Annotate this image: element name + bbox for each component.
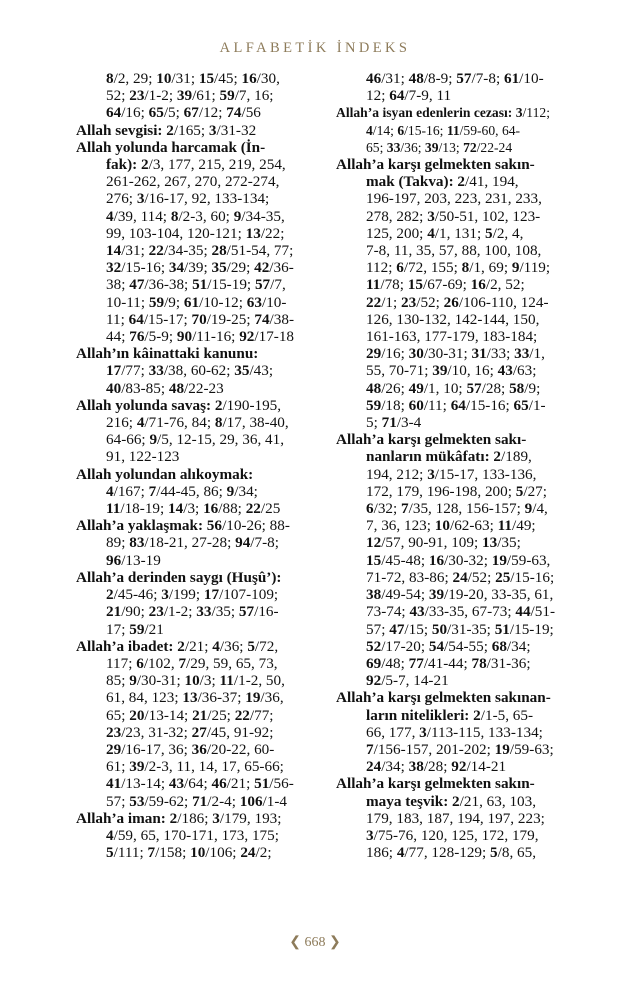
index-entry-line: 2/45-46; 3/199; 17/107-109;	[106, 586, 279, 604]
index-entry-allaha-karsi-gelmekten-sakinmaya-tesvik	[336, 775, 574, 861]
index-entry-line: 61, 84, 123; 13/36-37; 19/36,	[106, 689, 284, 707]
page-number-footer	[0, 934, 630, 951]
index-entry-line: 172, 179, 196-198, 200; 5/27;	[366, 482, 547, 500]
index-entry-allah-sevgisi	[76, 122, 310, 139]
index-entry-allaha-karsi-gelmekten-sakinanlarin-mukafati	[336, 431, 574, 689]
index-entry-line: 11; 64/15-17; 70/19-25; 74/38-	[106, 310, 295, 328]
running-head: ALFABETİK İNDEKS	[219, 40, 411, 56]
ornament-left-icon: ❮	[289, 935, 301, 950]
index-entry-line: Allah’a iman: 2/186; 3/179, 193;	[76, 809, 282, 827]
index-entry-line: 29/16-17, 36; 36/20-22, 60-	[106, 740, 275, 758]
index-entry-line: 71-72, 83-86; 24/52; 25/15-16;	[366, 568, 555, 586]
index-entry-line: 125, 200; 4/1, 131; 5/2, 4,	[366, 224, 524, 242]
index-entry-line: Allah’a derinden saygı (Huşû’):	[76, 568, 282, 586]
index-entry-continuation	[336, 70, 574, 104]
index-entry-line: 4/39, 114; 8/2-3, 60; 9/34-35,	[106, 207, 285, 225]
index-entry-line: 32/15-16; 34/39; 35/29; 42/36-	[106, 259, 294, 277]
index-entry-allaha-derinden-saygi	[76, 569, 310, 638]
index-entry-line: 22/1; 23/52; 26/106-110, 124-	[366, 293, 549, 311]
index-entry-line: 21/90; 23/1-2; 33/35; 57/16-	[106, 603, 279, 621]
index-entry-line: 66, 177, 3/113-115, 133-134;	[366, 723, 543, 741]
index-entry-line: maya teşvik: 2/21, 63, 103,	[366, 792, 537, 810]
index-entry-line: 40/83-85; 48/22-23	[106, 379, 224, 397]
index-entry-line: 46/31; 48/8-9; 57/7-8; 61/10-	[366, 70, 544, 87]
index-entry-line: 4/167; 7/44-45, 86; 9/34;	[106, 482, 258, 500]
index-entry-line: 99, 103-104, 120-121; 13/22;	[106, 224, 285, 242]
index-entry-line: 194, 212; 3/15-17, 133-136,	[366, 465, 537, 483]
index-entry-allah-yolundan-alikoymak	[76, 466, 310, 518]
index-entry-line: 52/17-20; 54/54-55; 68/34;	[366, 637, 531, 655]
index-entry-allaha-ibadet	[76, 638, 310, 810]
index-entry-line: 196-197, 203, 223, 231, 233,	[366, 190, 542, 208]
index-entry-line: 4/14; 6/15-16; 11/59-60, 64-	[366, 122, 521, 138]
index-entry-line: 38/49-54; 39/19-20, 33-35, 61,	[366, 586, 554, 604]
index-entry-line: 276; 3/16-17, 92, 133-134;	[106, 190, 270, 208]
index-entry-line: mak (Takva): 2/41, 194,	[366, 173, 519, 191]
index-entry-line: 7, 36, 123; 10/62-63; 11/49;	[366, 517, 536, 535]
index-entry-line: 14/31; 22/34-35; 28/51-54, 77;	[106, 242, 294, 260]
ornament-right-icon: ❯	[329, 935, 341, 950]
index-entry-line: 55, 70-71; 39/10, 16; 43/63;	[366, 362, 537, 380]
index-entry-line: nanların mükâfatı: 2/189,	[366, 448, 532, 466]
index-entry-line: 179, 183, 187, 194, 197, 223;	[366, 809, 545, 827]
index-entry-continuation	[76, 70, 310, 122]
index-entry-line: 126, 130-132, 142-144, 150,	[366, 310, 540, 328]
index-entry-line: 61; 39/2-3, 11, 14, 17, 65-66;	[106, 758, 284, 776]
index-entry-line: 7-8, 11, 35, 57, 88, 100, 108,	[366, 242, 542, 260]
index-entry-line: 261-262, 267, 270, 272-274,	[106, 173, 280, 191]
index-entry-line: 161-163, 177-179, 183-184;	[366, 328, 538, 346]
index-entry-allaha-yaklasmak	[76, 517, 310, 569]
index-entry-line: 4/59, 65, 170-171, 173, 175;	[106, 826, 279, 844]
index-entry-line: ların nitelikleri: 2/1-5, 65-	[366, 706, 534, 724]
index-entry-line: Allah yolunda harcamak (İn-	[76, 138, 266, 156]
index-entry-line: 64/16; 65/5; 67/12; 74/56	[106, 104, 261, 122]
index-entry-line: 44; 76/5-9; 90/11-16; 92/17-18	[106, 328, 295, 346]
index-entry-line: Allah yolunda savaş: 2/190-195,	[76, 396, 282, 414]
index-entry-line: 92/5-7, 14-21	[366, 672, 449, 690]
index-entry-line: 65; 20/13-14; 21/25; 22/77;	[106, 706, 274, 724]
index-entry-line: 278, 282; 3/50-51, 102, 123-	[366, 207, 541, 225]
index-entry-line: 52; 23/1-2; 39/61; 59/7, 16;	[106, 87, 274, 105]
index-entry-line: 112; 6/72, 155; 8/1, 69; 9/119;	[366, 259, 551, 277]
index-entry-line: Allah’ın kâinattaki kanunu:	[76, 345, 259, 363]
index-entry-line: 12/57, 90-91, 109; 13/35;	[366, 534, 521, 552]
index-entry-allahin-kainattaki-kanunu	[76, 345, 310, 397]
index-entry-line: 24/34; 38/28; 92/14-21	[366, 758, 507, 776]
index-entry-line: Allah sevgisi: 2/165; 3/31-32	[76, 121, 257, 139]
index-entry-line: Allah’a yaklaşmak: 56/10-26; 88-	[76, 517, 290, 535]
index-entry-line: Allah yolundan alıkoymak:	[76, 465, 254, 483]
index-column-left	[76, 70, 310, 861]
index-entry-line: 85; 9/30-31; 10/3; 11/1-2, 50,	[106, 672, 285, 690]
index-entry-line: 64-66; 9/5, 12-15, 29, 36, 41,	[106, 431, 285, 449]
index-entry-line: 11/18-19; 14/3; 16/88; 22/25	[106, 500, 281, 518]
index-entry-line: 15/45-48; 16/30-32; 19/59-63,	[366, 551, 551, 569]
index-entry-line: 65; 33/36; 39/13; 72/22-24	[366, 139, 513, 155]
index-entry-line: fak): 2/3, 177, 215, 219, 254,	[106, 156, 286, 174]
index-entry-line: Allah’a isyan edenlerin cezası: 3/112;	[336, 105, 550, 121]
index-entry-line: 57; 47/15; 50/31-35; 51/15-19;	[366, 620, 554, 638]
index-entry-line: 57; 53/59-62; 71/2-4; 106/1-4	[106, 792, 287, 810]
index-entry-line: 216; 4/71-76, 84; 8/17, 38-40,	[106, 414, 289, 432]
index-entry-line: 6/32; 7/35, 128, 156-157; 9/4,	[366, 500, 548, 518]
index-entry-line: 96/13-19	[106, 551, 161, 569]
index-entry-allah-yolunda-harcamak	[76, 139, 310, 345]
index-entry-line: Allah’a karşı gelmekten sakınan-	[336, 689, 551, 707]
index-entry-line: 186; 4/77, 128-129; 5/8, 65,	[366, 844, 537, 862]
index-entry-line: 38; 47/36-38; 51/15-19; 57/7,	[106, 276, 286, 294]
index-entry-line: 23/23, 31-32; 27/45, 91-92;	[106, 723, 274, 741]
index-entry-line: Allah’a karşı gelmekten sakın-	[336, 775, 535, 793]
index-entry-allaha-isyan-edenlerin-cezasi	[336, 104, 574, 156]
index-entry-line: 48/26; 49/1, 10; 57/28; 58/9;	[366, 379, 541, 397]
index-entry-line: 10-11; 59/9; 61/10-12; 63/10-	[106, 293, 287, 311]
index-column-right	[336, 70, 574, 861]
index-entry-line: 117; 6/102, 7/29, 59, 65, 73,	[106, 654, 278, 672]
index-entry-line: 69/48; 77/41-44; 78/31-36;	[366, 654, 531, 672]
index-entry-allah-yolunda-savas	[76, 397, 310, 466]
index-entry-line: 17/77; 33/38, 60-62; 35/43;	[106, 362, 274, 380]
index-entry-line: 41/13-14; 43/64; 46/21; 51/56-	[106, 775, 294, 793]
index-entry-line: Allah’a karşı gelmekten sakı-	[336, 431, 527, 449]
index-entry-line: 3/75-76, 120, 125, 172, 179,	[366, 826, 539, 844]
index-entry-allaha-iman	[76, 810, 310, 862]
index-entry-line: 7/156-157, 201-202; 19/59-63;	[366, 740, 554, 758]
index-entry-line: 29/16; 30/30-31; 31/33; 33/1,	[366, 345, 545, 363]
index-entry-line: 73-74; 43/33-35, 67-73; 44/51-	[366, 603, 555, 621]
index-entry-line: Allah’a karşı gelmekten sakın-	[336, 156, 535, 174]
index-entry-line: 59/18; 60/11; 64/15-16; 65/1-	[366, 396, 546, 414]
index-entry-line: 17; 59/21	[106, 620, 164, 638]
index-entry-line: 89; 83/18-21, 27-28; 94/7-8;	[106, 534, 279, 552]
index-entry-allaha-karsi-gelmekten-sakinanlarin-nitelikleri	[336, 689, 574, 775]
page-number: 668	[304, 935, 326, 950]
index-entry-line: 91, 122-123	[106, 448, 180, 466]
index-entry-line: 12; 64/7-9, 11	[366, 87, 452, 105]
index-entry-line: 11/78; 15/67-69; 16/2, 52;	[366, 276, 525, 294]
index-entry-allaha-karsi-gelmekten-sakinmak	[336, 156, 574, 431]
index-entry-line: Allah’a ibadet: 2/21; 4/36; 5/72,	[76, 637, 279, 655]
index-entry-line: 5; 71/3-4	[366, 414, 422, 432]
index-entry-line: 8/2, 29; 10/31; 15/45; 16/30,	[106, 70, 280, 87]
index-entry-line: 5/111; 7/158; 10/106; 24/2;	[106, 844, 272, 862]
